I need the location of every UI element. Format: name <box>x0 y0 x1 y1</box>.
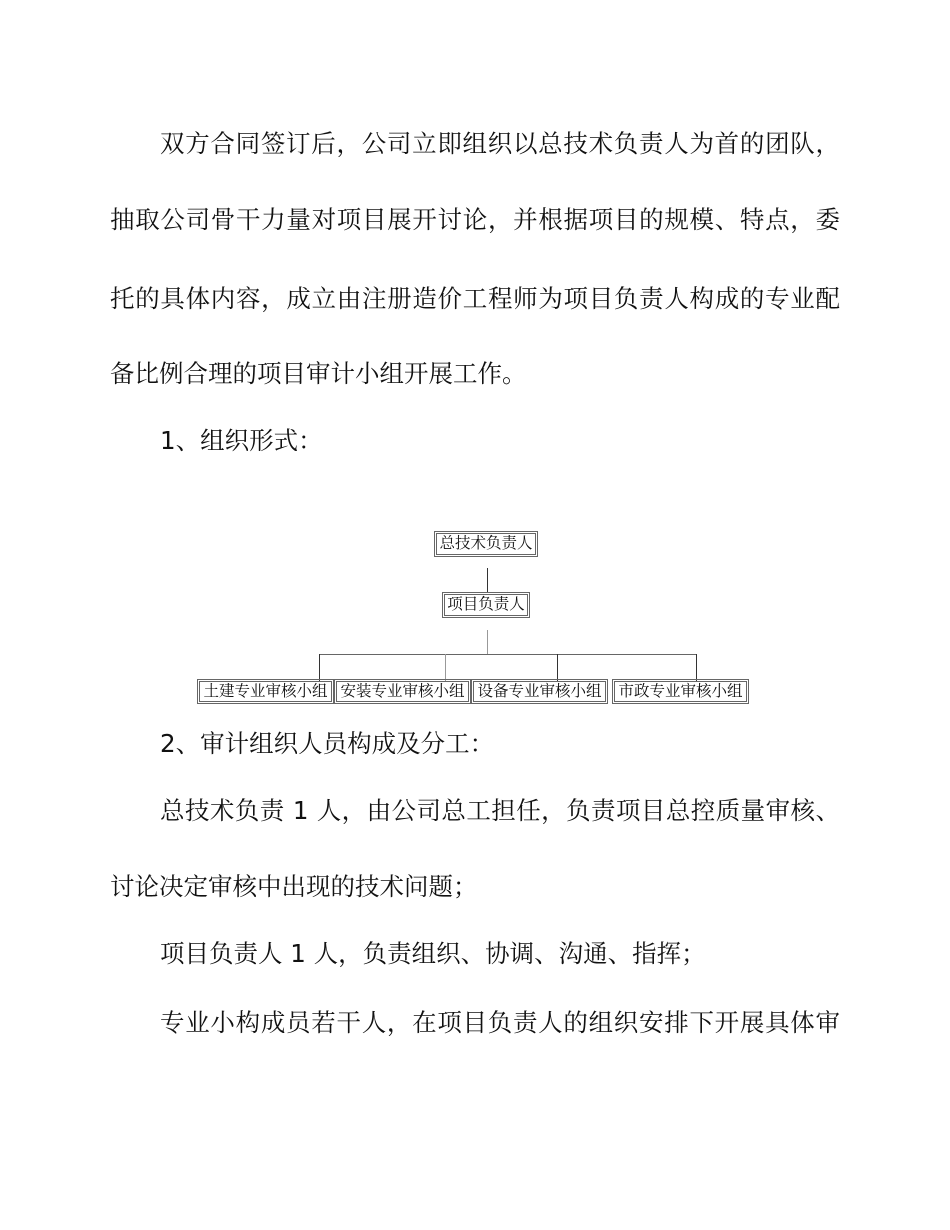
connector-line <box>557 654 558 681</box>
connector-line <box>445 654 446 681</box>
paragraph-line: 双方合同签订后，公司立即组织以总技术负责人为首的团队， <box>160 129 840 158</box>
org-node-group: 市政专业审核小组 <box>614 681 747 702</box>
connector-line <box>319 654 697 655</box>
paragraph-line: 托的具体内容，成立由注册造价工程师为项目负责人构成的专业配 <box>110 284 840 313</box>
paragraph-line: 备比例合理的项目审计小组开展工作。 <box>110 359 527 388</box>
section-heading: 1、组织形式： <box>160 426 323 455</box>
connector-line <box>319 654 320 681</box>
paragraph-line: 项目负责人 1 人，负责组织、协调、沟通、指挥； <box>160 939 706 968</box>
paragraph-line: 讨论决定审核中出现的技术问题； <box>110 872 478 901</box>
org-node-chief-engineer: 总技术负责人 <box>436 533 536 555</box>
org-node-group: 设备专业审核小组 <box>473 681 606 702</box>
section-heading: 2、审计组织人员构成及分工： <box>160 729 495 758</box>
paragraph-line: 抽取公司骨干力量对项目展开讨论，并根据项目的规模、特点，委 <box>110 205 840 234</box>
org-node-project-lead: 项目负责人 <box>444 594 528 616</box>
connector-line <box>487 568 488 592</box>
connector-line <box>487 630 488 654</box>
paragraph-line: 总技术负责 1 人，由公司总工担任，负责项目总控质量审核、 <box>160 796 840 825</box>
connector-line <box>696 654 697 681</box>
paragraph-line: 专业小构成员若干人，在项目负责人的组织安排下开展具体审 <box>160 1008 840 1037</box>
org-node-group: 土建专业审核小组 <box>199 681 332 702</box>
org-node-group: 安装专业审核小组 <box>336 681 469 702</box>
